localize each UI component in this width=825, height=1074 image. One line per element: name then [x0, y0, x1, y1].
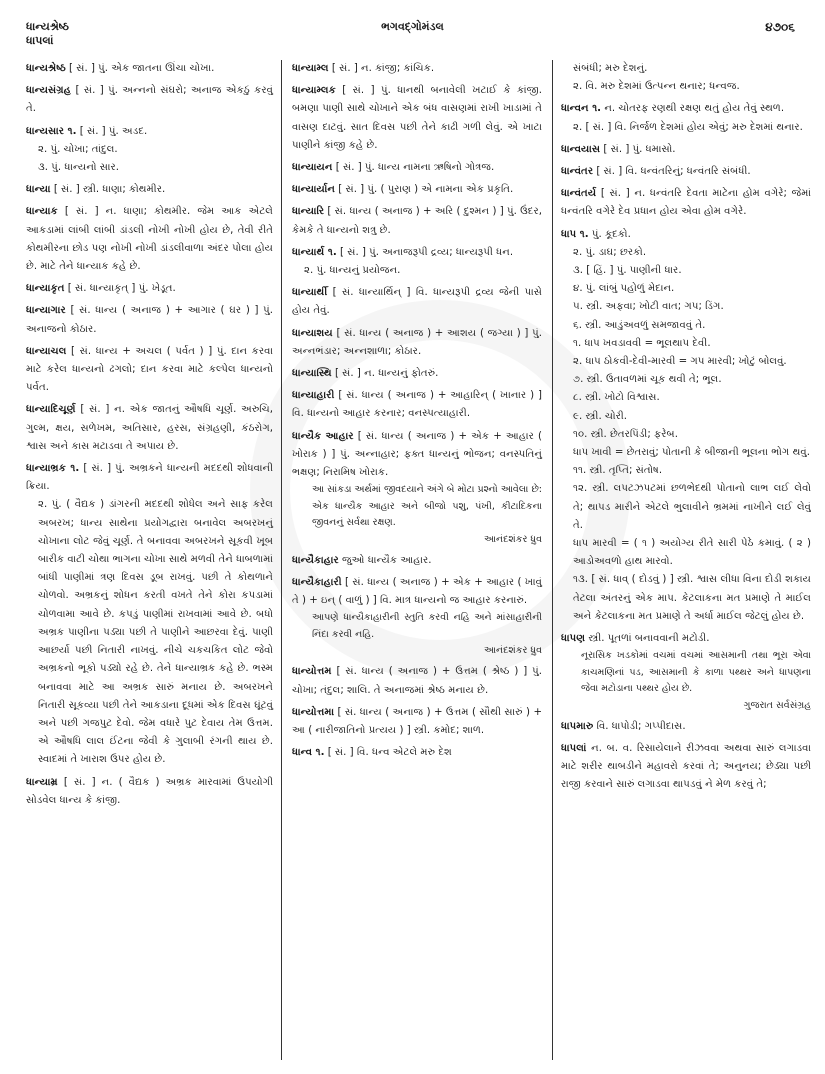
entry-sense: ૨. પું. ચોખા; તાંદુલ.	[38, 143, 118, 155]
entry-sense: ૨. પું. ડાઘ; છરકો.	[573, 246, 647, 258]
entry-headword: ધાન્યાભ્રક ૧.	[26, 463, 80, 475]
entry-definition: [ સં. ધાન્ય ( અનાજ ) + આશય ( જગ્યા ) ] પું. અન્નભંડાર; અન્નશાળા; કોઠાર.	[292, 327, 542, 357]
dictionary-entry	[292, 159, 542, 177]
dictionary-entry	[292, 744, 542, 762]
entry-definition: [ સં. ધાન્ય ( અનાજ ) + એક + આહાર ( ખાવું તે ) + ઇન્ ( વાળું ) ] વિ. માત્ર ધાન્યનો જ આહાર કરનારું.	[292, 576, 542, 607]
dictionary-entry	[26, 123, 273, 178]
dictionary-entry	[561, 163, 811, 181]
entry-headword: ધાન્વયાસ	[561, 143, 601, 155]
dictionary-entry	[292, 203, 542, 239]
entry-definition: સ્ત્રી. પૂતળાં બનાવવાની મટોડી.	[588, 633, 710, 645]
dictionary-entry	[292, 325, 542, 361]
entry-sense: ૧૩. [ સં. ધાવ્ ( દોડવું ) ] સ્ત્રી. શ્વાસ લીધા વિના દોડી શકાય તેટલા અંતરનું એક માપ. કેટલાકના મત પ્રમાણે તે માઈલ અને કેટલાકના મત પ્રમાણે તે અર્ધા માઈલ જેટલું હોય છે.	[573, 574, 811, 622]
quotation-source: આનંદશંકર ધ્રુવ	[483, 533, 542, 545]
entry-definition: [ સં. ધાન્ય ( અનાજ ) + એક + આહાર ( ખોરાક ) ] પું. અન્નાહાર; ફક્ત ધાન્યનું ભોજન; વનસ્પતિનું ભક્ષણ; નિરામિષ ખોરાક.	[292, 430, 542, 479]
entry-headword: ધાન્યા	[26, 184, 51, 196]
entry-definition: [ સં. ] ન. એક જાતનું ઔષધિ ચૂર્ણ. અરુચિ, ગુલ્મ, ક્ષય, સળેખમ, અતિસાર, હરસ, સંગ્રહણી, કંઠરોગ, શ્વાસ અને કાસ મટાડવા તે અપાય છે.	[26, 404, 273, 452]
entry-sense: ૧. ધાપ ખવડાવવી = ભૂલથાપ દેવી.	[573, 337, 711, 349]
dictionary-entry	[561, 630, 811, 714]
quotation-source: ગુજરાત સર્વસંગ્રહ	[743, 699, 811, 711]
entry-definition: ન. ચોતરફ રણથી રક્ષણ થતું હોય તેવું સ્થળ.	[604, 103, 785, 115]
entry-sense: ૨. [ સં. ] વિ. નિર્જળ દેશમાં હોય એવું; મરુ દેશમાં થનાર.	[573, 121, 803, 133]
dictionary-entry	[561, 718, 811, 736]
dictionary-entry	[292, 82, 542, 155]
entry-definition: [ સં. ] ન. ધન્વંતરિ દેવતા માટેના હોમ વગેરે; જેમાં ધન્વંતરિ વગેરે દેવ પ્રધાન હોય એવા હોમ વગેરે.	[561, 188, 811, 218]
entry-quotation: આ સાંકડા અર્થમાં જીવદયાને અંગે બે મોટા પ્રશ્નો આવેલા છે: એક ધાન્યૈક આહાર અને બીજો પશુ, પંખી, કીટાદિકના જીવનનું સર્વથા રક્ષણ.	[312, 484, 542, 529]
entry-sense: ૮. સ્ત્રી. ખોટો વિશ્વાસ.	[573, 392, 660, 404]
entry-definition: [ સં. ] પું. અનાજરૂપી દ્રવ્ય; ધાન્યરૂપી ધન.	[340, 246, 514, 258]
dictionary-entry	[561, 740, 811, 795]
dictionary-entry	[26, 302, 273, 338]
entry-sense: ૩. [ હિં. ] પું. પાણીની ધાર.	[573, 265, 682, 277]
entry-headword: ધાન્યાચલ	[26, 345, 67, 357]
entry-headword: ધાન્યાસ્થિ	[292, 368, 332, 380]
entry-sense: ૫. સ્ત્રી. અફવા; ખોટી વાત; ગપ; ડિંગ.	[573, 301, 724, 313]
dictionary-entry	[292, 552, 542, 570]
entry-quotation: નૂરાસિક ખડકોમાં વચમાં વચમાં આસમાની તથા ભૂરા એવા કાચમણિનાં પડ, આસમાની કે કાળા પથ્થર અને ધાપણના જેવા મટોડાના પથ્થર હોય છે.	[581, 650, 811, 695]
dictionary-entry	[561, 226, 811, 626]
dictionary-entry	[561, 60, 811, 96]
dictionary-entry	[292, 428, 542, 548]
dictionary-entry	[561, 141, 811, 159]
entry-definition: પું. કૂદકો.	[591, 228, 631, 240]
entry-headword: ધાન્યસાર ૧.	[26, 125, 77, 137]
entry-sense: ધાપ ખાવી = છેતરાવું; પોતાની કે બીજાની ભૂલના ભોગ થવું.	[573, 447, 810, 459]
entry-definition: જુઓ ધાન્યૈક આહાર.	[342, 554, 432, 566]
entry-definition: [ સં. ધાન્યાર્થિન્ ] વિ. ધાન્યરૂપી દ્રવ્ય જેની પાસે હોય તેવું.	[292, 287, 542, 317]
entry-definition: [ સં. ] વિ. ધન્વંતરિનું; ધન્વંતરિ સંબંધી.	[596, 166, 751, 178]
page-number: ૪૭૦૬	[765, 20, 795, 34]
dictionary-entry	[292, 284, 542, 320]
dictionary-entry	[292, 365, 542, 383]
entry-definition: સંબંધી; મરુ દેશનું.	[573, 63, 648, 74]
dictionary-columns	[26, 60, 811, 1060]
page-header	[0, 20, 825, 60]
last-guide-word: ધાપલાં	[26, 34, 54, 47]
entry-definition: [ સં. ] ન. કાંજી; કાંચિક.	[331, 63, 435, 74]
entry-headword: ધાન્વ ૧.	[292, 747, 325, 759]
entry-headword: ધાન્યારિ	[292, 206, 325, 218]
entry-sense: ૧૨. સ્ત્રી. લપટઝપટમાં છળભેદથી પોતાનો લાભ લઈ લેવો તે; થાપડ મારીને એટલે ભુલાવીને ભ્રમમાં નાખીને લઈ લેવું તે.	[573, 483, 811, 531]
entry-headword: ધાન્યાયન	[292, 162, 333, 174]
book-title: ભગવદ્ગોમંડલ	[381, 20, 444, 33]
entry-headword: ધાન્યાર્થી	[292, 287, 328, 299]
dictionary-entry	[561, 185, 811, 221]
entry-definition: [ સં. ધાન્ય ( અનાજ ) + ઉત્તમ ( સૌથી સારું ) + આ ( નારીજાતિનો પ્રત્યય ) ] સ્ત્રી. કમોદ; શાળ.	[292, 706, 542, 736]
entry-definition: [ સં. ] પું. અભ્રકને ધાન્યની મદદથી શોધવાની ક્રિયા.	[26, 463, 273, 493]
dictionary-entry	[292, 244, 542, 280]
dictionary-entry	[26, 774, 273, 810]
entry-headword: ધાન્યામ્ર	[26, 776, 58, 788]
entry-sense: ૨. પું. ધાન્યનું પ્રયોજન.	[304, 265, 401, 277]
dictionary-entry	[26, 181, 273, 199]
entry-definition: [ સં. ] પું. અડદ.	[79, 125, 148, 137]
entry-sense: ૨. ધાપ ઠોકવી-દેવી-મારવી = ગપ મારવી; ખોટું બોલવું.	[573, 356, 787, 368]
entry-headword: ધાન્વંતર	[561, 166, 594, 178]
entry-definition: [ સં. ધાન્ય + અચલ ( પર્વત ) ] પું. દાન કરવા માટે કરેલ ધાન્યનો ઢગલો; દાન કરવા માટે કલ્પેલ ધાન્યનો પર્વત.	[26, 345, 273, 394]
dictionary-entry	[561, 100, 811, 136]
entry-headword: ધાન્વન ૧.	[561, 103, 602, 115]
entry-definition: [ સં. ] ન. ( વૈદ્યક ) અભ્રક મારવામાં ઉપયોગી સોડવેલ ધાન્ય કે કાંજી.	[26, 776, 273, 806]
dictionary-entry	[26, 280, 273, 298]
entry-definition: [ સં. ધાન્ય ( અનાજ ) + આહારિન્ ( ખાનાર ) ] વિ. ધાન્યનો આહાર કરનાર; વનસ્પત્યાહારી.	[292, 390, 542, 420]
entry-sense: ૩. પું. ધાન્યનો સાર.	[38, 162, 120, 174]
entry-definition: વિ. ધાપોડી; ગપ્પીદાસ.	[596, 720, 686, 732]
entry-headword: ધાન્યોત્તમ	[292, 666, 332, 678]
entry-definition: [ સં. ] પું. એક જાતના ઊંચા ચોખા.	[69, 63, 215, 74]
dictionary-entry	[26, 460, 273, 769]
entry-headword: ધાપ ૧.	[561, 228, 589, 240]
entry-headword: ધાન્યૈક આહાર	[292, 430, 354, 442]
dictionary-entry	[26, 203, 273, 276]
dictionary-entry	[26, 60, 273, 78]
entry-sense: ૨. વિ. મરુ દેશમાં ઉત્પન્ન થનાર; ધન્વજ.	[573, 81, 740, 93]
entry-headword: ધાપમારુ	[561, 720, 594, 732]
column-2	[281, 60, 553, 1060]
dictionary-entry	[26, 82, 273, 118]
dictionary-entry	[26, 401, 273, 456]
entry-headword: ધાન્યાશય	[292, 327, 333, 339]
entry-headword: ધાન્યામ્લ	[292, 63, 329, 74]
dictionary-entry	[292, 60, 542, 78]
entry-sense: ૬. સ્ત્રી. આડુંઅવળું સમજાવવું તે.	[573, 319, 706, 331]
entry-headword: ધાન્વંતર્ય	[561, 188, 597, 200]
entry-headword: ધાન્યાકૃત	[26, 283, 65, 295]
dictionary-entry	[292, 704, 542, 740]
entry-headword: ધાન્યાર્થ ૧.	[292, 246, 337, 258]
entry-sense: ૧૦. સ્ત્રી. છેતરપિંડી; ફરેબ.	[573, 428, 678, 440]
dictionary-entry	[292, 663, 542, 699]
entry-headword: ધાન્યાહારી	[292, 390, 335, 402]
entry-headword: ધાપણ	[561, 633, 586, 645]
entry-headword: ધાન્યાગાર	[26, 305, 66, 317]
entry-definition: [ સં. ] પું. ધમાસો.	[603, 143, 676, 155]
entry-headword: ધાન્યાક	[26, 206, 58, 218]
entry-definition: ન. બ. વ. રિસાયેલાને રીઝવવા અથવા સારું લગાડવા માટે શરીર થાબડીને મહાવરો કરવાં તે; અનુનય; છેડ્યા પછી રાજી કરવાને સારું લગાડવા થાપડવું ને મેળ કરવું તે;	[561, 743, 811, 791]
entry-sense: ધાપ મારવી = ( ૧ ) અયોગ્ય રીતે સારી પેઠે કમાવું. ( ૨ ) આડોઅવળો હાથ મારવો.	[573, 538, 811, 568]
entry-headword: ધાન્યોત્તમા	[292, 706, 335, 718]
entry-headword: ધાન્યૈકાહાર	[292, 554, 339, 566]
entry-definition: [ સં. ] સ્ત્રી. ધાણા; કોથમીર.	[53, 184, 166, 196]
entry-sense: ૭. સ્ત્રી. ઉતાવળમાં ચૂક થવી તે; ભૂલ.	[573, 374, 722, 386]
column-3	[553, 60, 811, 1060]
entry-definition: [ સં. ] ન. ધાણા; કોથમીર. જેમ આક એટલે આકડામાં લાંબી લાંબી ડાંડલી નોખી નોખી હોય છે, તેવી રીતે કોથમીરના છોડ પણ નોખી નોખી ડાંડલીવાળા અંદર પોલા હોય છે. માટે તેને ધાન્યાક કહે છે.	[26, 206, 273, 273]
entry-definition: [ સં. ] વિ. ધન્વ એટલે મરુ દેશ	[327, 747, 452, 759]
entry-headword: ધાન્યૈકાહારી	[292, 576, 342, 588]
dictionary-entry	[26, 343, 273, 398]
entry-definition: [ સં. ] પું. ધાનથી બનાવેલી ખટાઈ કે કાંજી. બમણા પાણી સાથે ચોખાને એક બંધ વાસણમાં રાખી ખાડામાં તે વાસણ દાટવું. સાત દિવસ પછી તેને કાઢી ગળી લેવું. એ ખાટા પાણીને કાંજી કહે છે.	[292, 85, 542, 151]
entry-headword: ધાન્યશ્રેષ્ઠ	[26, 63, 66, 74]
quotation-source: આનંદશંકર ધ્રુવ	[483, 645, 542, 657]
entry-quotation: આપણે ધાન્યૈકાહારીની સ્તુતિ કરવી નહિ અને માંસાહારીની નિંદા કરવી નહિ.	[312, 612, 542, 640]
entry-headword: ધાન્યાદિચૂર્ણ	[26, 404, 76, 416]
entry-headword: ધાપલાં	[561, 743, 587, 754]
dictionary-entry	[292, 181, 542, 199]
column-1	[26, 60, 281, 1060]
entry-definition: [ સં. ધાન્ય ( અનાજ ) + અરિ ( દુશ્મન ) ] પું. ઉંદર, કેમકે તે ધાન્યનો શત્રુ છે.	[292, 206, 542, 236]
entry-definition: [ સં. ] પું. ધાન્ય નામના ઋષિનો ગોત્રજ.	[335, 162, 495, 174]
dictionary-entry	[292, 574, 542, 659]
entry-sense: ૯. સ્ત્રી. ચોરી.	[573, 410, 628, 422]
entry-definition: [ સં. ] ન. ધાન્યનું ફોતરું.	[334, 368, 439, 380]
entry-definition: [ સં. ] પું. અન્નનો સંઘરો; અનાજ એકઠું કરવું તે.	[26, 85, 273, 115]
entry-sense: ૪. પું. લાંબું પહોળું મેદાન.	[573, 283, 675, 295]
first-guide-word: ધાન્યશ્રેષ્ઠ	[26, 20, 69, 33]
entry-headword: ધાન્યસંગ્રહ	[26, 85, 71, 97]
entry-definition: [ સં. ] પું. ( પુરાણ ) એ નામના એક પ્રકૃતિ.	[338, 184, 514, 196]
entry-definition: [ સં. ધાન્ય ( અનાજ ) + ઉત્તમ ( શ્રેષ્ઠ ) ] પું. ચોખા; તંદુલ; શાલિ. તે અનાજમાં શ્રેષ્ઠ મનાય છે.	[292, 666, 543, 696]
entry-headword: ધાન્યાર્યાન	[292, 184, 335, 196]
entry-definition: [ સં. ધાન્યાકૃત્ ] પું. ખેડૂત.	[67, 283, 176, 295]
entry-sense: ૧૧. સ્ત્રી. તૃપ્તિ; સંતોષ.	[573, 465, 663, 477]
entry-sense: ૨. પું. ( વૈદ્યક ) ડાંગરની મદદથી શોધેલ અને સાફ કરેલ અબરખ; ધાન્ય સાથેના પ્રયોગદ્વારા બનાવેલ અબરખનું ચોખાના લોટ જેવું ચૂર્ણ. તે બનાવવા અબરખને સૂકવી ખૂબ બારીક વાટી ચોથા ભાગના ચોખા સાથે મળવી તેને ધાબળામાં બાંધી પાણીમાં ત્રણ દિવસ ડૂબ રાખવું. પછી તે કોથળાને ચોળવો. અભ્રકનું શોધન કરતી વખતે તેને કોરા કપડામાં ચોળવામા આવે છે. કપડું પાણીમાં રાખવામાં આવે છે. બધો અભ્રક પાણીના પડ્યા પછી તે પાણીને આછરવા દેવું. પાણી આછર્યા પછી નિતારી નાખવું. નીચે ચકચકિત લોટ જેવો અભ્રકનો ભૂકો પડ્યો રહે છે. તેને ધાન્યાભ્રક કહે છે. ભસ્મ બનાવવા માટે આ અભ્રક સારું મનાય છે. અબરખને નિતારી સૂકવ્યા પછી તેને આકડાના દૂધમાં એક દિવસ ઘૂંટવું અને પછી ગજપુટ દેવો. જેમ વધારે પુટ દેવાય તેમ ઉત્તમ. એ ઔષધિ લાલ ઈંટના જેવી કે ગુલાબી રંગની થાય છે. સ્વાદમાં તે ખારાશ ઉપર હોય છે.	[38, 499, 273, 766]
entry-headword: ધાન્યામ્લક	[292, 85, 336, 97]
entry-definition: [ સં. ધાન્ય ( અનાજ ) + આગાર ( ઘર ) ] પું. અનાજનો કોઠાર.	[26, 305, 273, 335]
dictionary-entry	[292, 387, 542, 423]
